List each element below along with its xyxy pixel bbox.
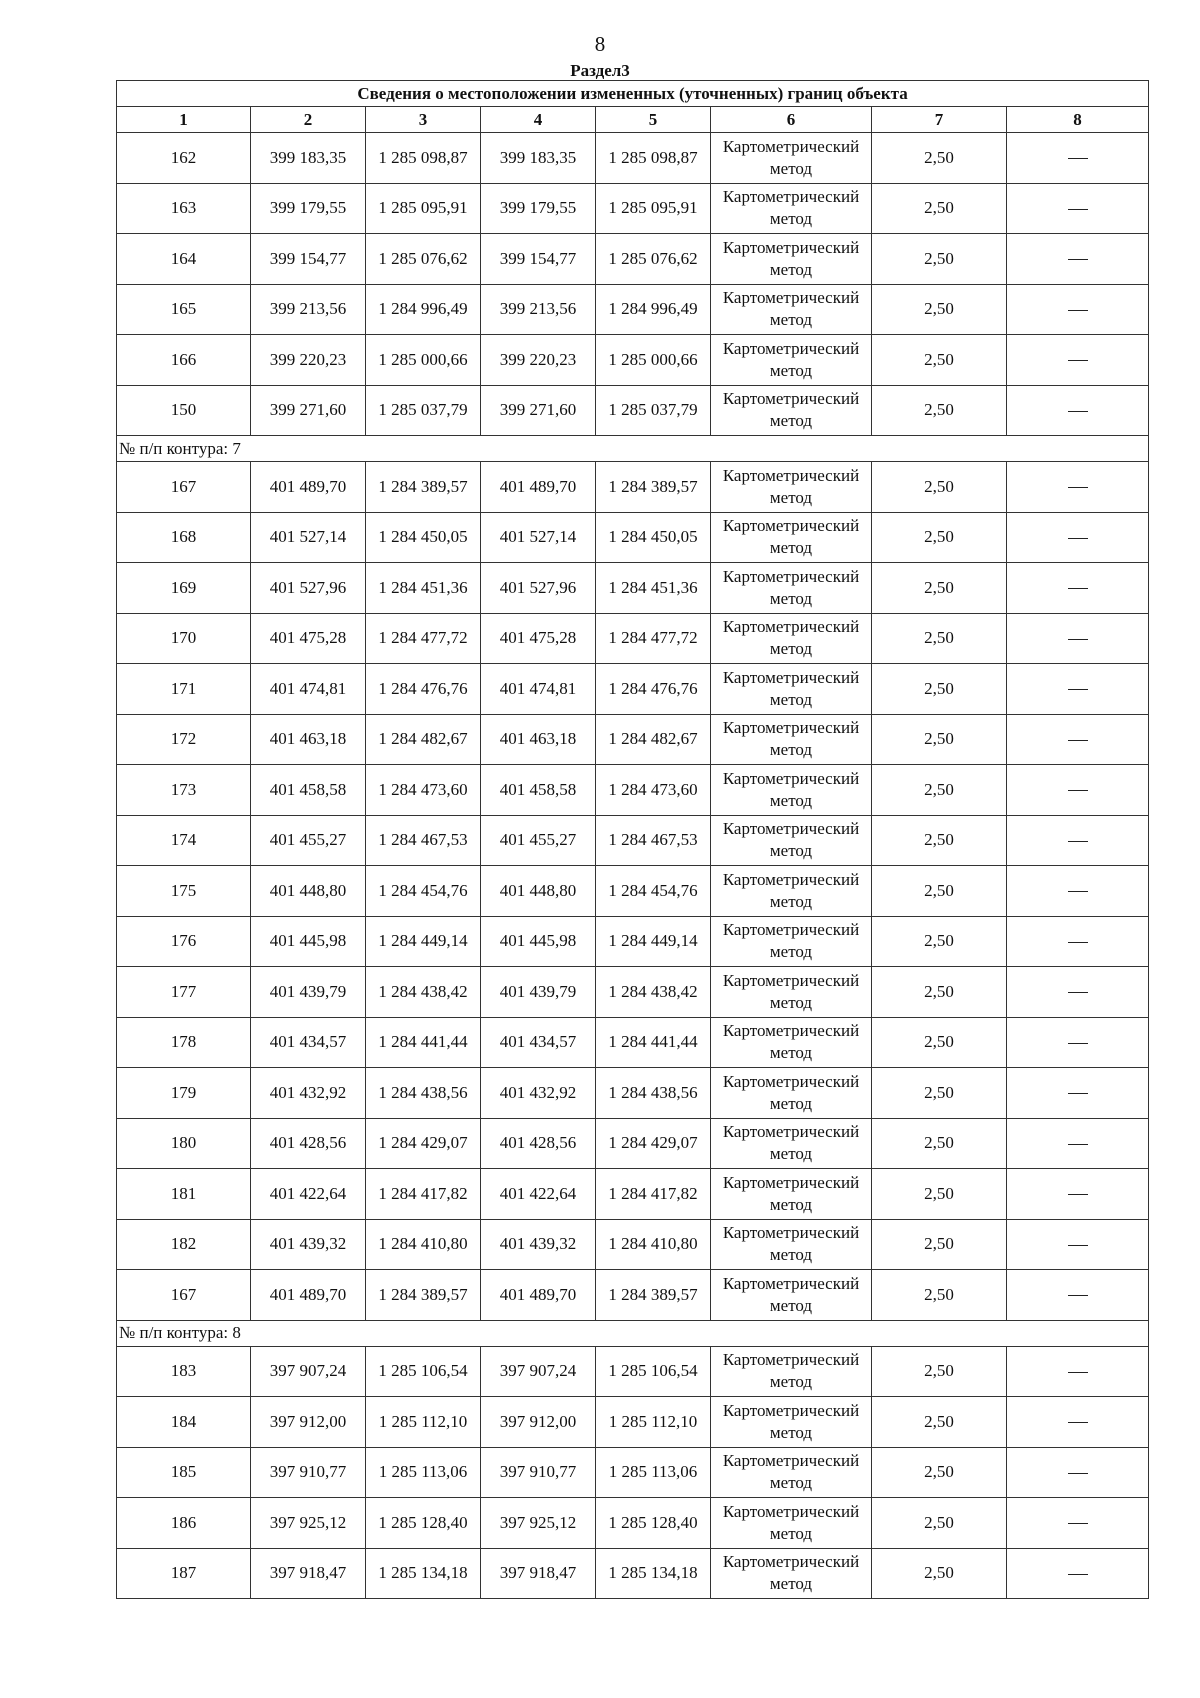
- table-row: [117, 234, 1149, 285]
- dash-icon: [1068, 942, 1088, 943]
- accuracy-cell: 2,50: [872, 866, 1007, 917]
- dash-icon: [1068, 891, 1088, 892]
- point-number-cell: 183: [117, 1346, 251, 1397]
- accuracy-cell: 2,50: [872, 613, 1007, 664]
- dash-icon: [1068, 1093, 1088, 1094]
- x-existing-cell: 399 183,35: [251, 133, 366, 184]
- x-new-cell: 401 432,92: [481, 1068, 596, 1119]
- method-cell: Картометрический метод: [711, 563, 872, 614]
- x-existing-cell: 397 907,24: [251, 1346, 366, 1397]
- x-new-cell: 401 428,56: [481, 1118, 596, 1169]
- y-existing-cell: 1 285 106,54: [366, 1346, 481, 1397]
- description-cell: [1007, 1017, 1149, 1068]
- accuracy-cell: 2,50: [872, 563, 1007, 614]
- y-existing-cell: 1 284 450,05: [366, 512, 481, 563]
- description-cell: [1007, 613, 1149, 664]
- method-cell: Картометрический метод: [711, 512, 872, 563]
- dash-icon: [1068, 1473, 1088, 1474]
- dash-icon: [1068, 411, 1088, 412]
- y-existing-cell: 1 284 389,57: [366, 462, 481, 513]
- method-cell: Картометрический метод: [711, 967, 872, 1018]
- method-cell: Картометрический метод: [711, 462, 872, 513]
- y-new-cell: 1 284 438,42: [596, 967, 711, 1018]
- point-number-cell: 174: [117, 815, 251, 866]
- x-new-cell: 399 220,23: [481, 335, 596, 386]
- table-row: [117, 1498, 1149, 1549]
- description-cell: [1007, 714, 1149, 765]
- x-existing-cell: 401 475,28: [251, 613, 366, 664]
- table-row: [117, 133, 1149, 184]
- table-row: [117, 916, 1149, 967]
- point-number-cell: 163: [117, 183, 251, 234]
- column-header: 5: [596, 107, 711, 133]
- accuracy-cell: 2,50: [872, 765, 1007, 816]
- accuracy-cell: 2,50: [872, 133, 1007, 184]
- point-number-cell: 176: [117, 916, 251, 967]
- method-cell: Картометрический метод: [711, 664, 872, 715]
- accuracy-cell: 2,50: [872, 1169, 1007, 1220]
- y-new-cell: 1 285 113,06: [596, 1447, 711, 1498]
- x-existing-cell: 399 220,23: [251, 335, 366, 386]
- x-existing-cell: 401 474,81: [251, 664, 366, 715]
- description-cell: [1007, 765, 1149, 816]
- dash-icon: [1068, 158, 1088, 159]
- y-existing-cell: 1 284 389,57: [366, 1270, 481, 1321]
- description-cell: [1007, 1219, 1149, 1270]
- table-row: [117, 1397, 1149, 1448]
- x-existing-cell: 399 213,56: [251, 284, 366, 335]
- table-caption: Сведения о местоположении измененных (уточненных) границ объекта: [117, 81, 1149, 107]
- y-new-cell: 1 284 996,49: [596, 284, 711, 335]
- dash-icon: [1068, 360, 1088, 361]
- table-body: [117, 133, 1149, 1599]
- method-cell: Картометрический метод: [711, 385, 872, 436]
- y-existing-cell: 1 284 417,82: [366, 1169, 481, 1220]
- x-new-cell: 397 912,00: [481, 1397, 596, 1448]
- description-cell: [1007, 335, 1149, 386]
- y-existing-cell: 1 284 449,14: [366, 916, 481, 967]
- dash-icon: [1068, 1245, 1088, 1246]
- accuracy-cell: 2,50: [872, 385, 1007, 436]
- table-row: [117, 1118, 1149, 1169]
- method-cell: Картометрический метод: [711, 1397, 872, 1448]
- point-number-cell: 186: [117, 1498, 251, 1549]
- x-new-cell: 401 475,28: [481, 613, 596, 664]
- method-cell: Картометрический метод: [711, 765, 872, 816]
- description-cell: [1007, 563, 1149, 614]
- x-new-cell: 397 918,47: [481, 1548, 596, 1599]
- table-row: [117, 335, 1149, 386]
- x-new-cell: 401 458,58: [481, 765, 596, 816]
- point-number-cell: 182: [117, 1219, 251, 1270]
- point-number-cell: 167: [117, 462, 251, 513]
- y-new-cell: 1 285 128,40: [596, 1498, 711, 1549]
- x-existing-cell: 401 439,32: [251, 1219, 366, 1270]
- point-number-cell: 166: [117, 335, 251, 386]
- boundary-table: [116, 80, 1149, 1599]
- point-number-cell: 162: [117, 133, 251, 184]
- method-cell: Картометрический метод: [711, 234, 872, 285]
- column-header: 1: [117, 107, 251, 133]
- y-existing-cell: 1 284 476,76: [366, 664, 481, 715]
- point-number-cell: 172: [117, 714, 251, 765]
- point-number-cell: 177: [117, 967, 251, 1018]
- y-new-cell: 1 284 477,72: [596, 613, 711, 664]
- point-number-cell: 150: [117, 385, 251, 436]
- y-new-cell: 1 285 037,79: [596, 385, 711, 436]
- y-existing-cell: 1 284 473,60: [366, 765, 481, 816]
- method-cell: Картометрический метод: [711, 1270, 872, 1321]
- x-new-cell: 401 455,27: [481, 815, 596, 866]
- point-number-cell: 170: [117, 613, 251, 664]
- description-cell: [1007, 385, 1149, 436]
- method-cell: Картометрический метод: [711, 335, 872, 386]
- point-number-cell: 173: [117, 765, 251, 816]
- point-number-cell: 175: [117, 866, 251, 917]
- accuracy-cell: 2,50: [872, 1068, 1007, 1119]
- point-number-cell: 168: [117, 512, 251, 563]
- accuracy-cell: 2,50: [872, 462, 1007, 513]
- y-existing-cell: 1 285 128,40: [366, 1498, 481, 1549]
- x-new-cell: 399 183,35: [481, 133, 596, 184]
- x-new-cell: 399 213,56: [481, 284, 596, 335]
- y-new-cell: 1 284 473,60: [596, 765, 711, 816]
- y-existing-cell: 1 285 037,79: [366, 385, 481, 436]
- accuracy-cell: 2,50: [872, 1548, 1007, 1599]
- method-cell: Картометрический метод: [711, 1548, 872, 1599]
- x-new-cell: 399 154,77: [481, 234, 596, 285]
- y-new-cell: 1 285 134,18: [596, 1548, 711, 1599]
- y-new-cell: 1 284 454,76: [596, 866, 711, 917]
- x-existing-cell: 401 434,57: [251, 1017, 366, 1068]
- x-existing-cell: 401 432,92: [251, 1068, 366, 1119]
- description-cell: [1007, 1397, 1149, 1448]
- description-cell: [1007, 133, 1149, 184]
- accuracy-cell: 2,50: [872, 967, 1007, 1018]
- description-cell: [1007, 183, 1149, 234]
- table-row: [117, 284, 1149, 335]
- point-number-cell: 187: [117, 1548, 251, 1599]
- y-new-cell: 1 284 438,56: [596, 1068, 711, 1119]
- column-header: 3: [366, 107, 481, 133]
- x-existing-cell: 401 463,18: [251, 714, 366, 765]
- description-cell: [1007, 967, 1149, 1018]
- page-number: 8: [594, 32, 606, 56]
- x-new-cell: 401 527,14: [481, 512, 596, 563]
- x-new-cell: 401 445,98: [481, 916, 596, 967]
- x-new-cell: 401 474,81: [481, 664, 596, 715]
- x-new-cell: 401 434,57: [481, 1017, 596, 1068]
- description-cell: [1007, 1169, 1149, 1220]
- table-row: [117, 1548, 1149, 1599]
- description-cell: [1007, 1270, 1149, 1321]
- description-cell: [1007, 1498, 1149, 1549]
- y-new-cell: 1 284 476,76: [596, 664, 711, 715]
- y-existing-cell: 1 284 451,36: [366, 563, 481, 614]
- x-existing-cell: 401 448,80: [251, 866, 366, 917]
- y-existing-cell: 1 284 482,67: [366, 714, 481, 765]
- section-title: Раздел3: [570, 61, 630, 80]
- table-row: [117, 1447, 1149, 1498]
- accuracy-cell: 2,50: [872, 714, 1007, 765]
- x-existing-cell: 399 271,60: [251, 385, 366, 436]
- x-existing-cell: 401 489,70: [251, 462, 366, 513]
- description-cell: [1007, 664, 1149, 715]
- dash-icon: [1068, 209, 1088, 210]
- x-new-cell: 401 489,70: [481, 462, 596, 513]
- contour-row: [117, 1320, 1149, 1346]
- x-existing-cell: 401 527,14: [251, 512, 366, 563]
- dash-icon: [1068, 1372, 1088, 1373]
- method-cell: Картометрический метод: [711, 1498, 872, 1549]
- description-cell: [1007, 462, 1149, 513]
- table-row: [117, 1346, 1149, 1397]
- column-header: 8: [1007, 107, 1149, 133]
- y-new-cell: 1 285 112,10: [596, 1397, 711, 1448]
- y-new-cell: 1 284 482,67: [596, 714, 711, 765]
- accuracy-cell: 2,50: [872, 234, 1007, 285]
- x-existing-cell: 401 422,64: [251, 1169, 366, 1220]
- y-new-cell: 1 284 389,57: [596, 462, 711, 513]
- point-number-cell: 164: [117, 234, 251, 285]
- x-existing-cell: 401 439,79: [251, 967, 366, 1018]
- description-cell: [1007, 916, 1149, 967]
- y-new-cell: 1 284 449,14: [596, 916, 711, 967]
- y-existing-cell: 1 284 477,72: [366, 613, 481, 664]
- contour-label: № п/п контура: 7: [117, 436, 1149, 462]
- table-row: [117, 1219, 1149, 1270]
- method-cell: Картометрический метод: [711, 1017, 872, 1068]
- method-cell: Картометрический метод: [711, 1169, 872, 1220]
- description-cell: [1007, 1346, 1149, 1397]
- accuracy-cell: 2,50: [872, 335, 1007, 386]
- table-row: [117, 1270, 1149, 1321]
- point-number-cell: 185: [117, 1447, 251, 1498]
- y-new-cell: 1 284 389,57: [596, 1270, 711, 1321]
- dash-icon: [1068, 538, 1088, 539]
- y-existing-cell: 1 284 410,80: [366, 1219, 481, 1270]
- y-existing-cell: 1 285 076,62: [366, 234, 481, 285]
- method-cell: Картометрический метод: [711, 1447, 872, 1498]
- y-new-cell: 1 284 441,44: [596, 1017, 711, 1068]
- table-row: [117, 563, 1149, 614]
- y-new-cell: 1 284 451,36: [596, 563, 711, 614]
- point-number-cell: 171: [117, 664, 251, 715]
- x-existing-cell: 401 428,56: [251, 1118, 366, 1169]
- accuracy-cell: 2,50: [872, 1219, 1007, 1270]
- x-existing-cell: 401 458,58: [251, 765, 366, 816]
- accuracy-cell: 2,50: [872, 183, 1007, 234]
- table-row: [117, 815, 1149, 866]
- column-header: 2: [251, 107, 366, 133]
- accuracy-cell: 2,50: [872, 1118, 1007, 1169]
- y-new-cell: 1 284 410,80: [596, 1219, 711, 1270]
- method-cell: Картометрический метод: [711, 714, 872, 765]
- y-new-cell: 1 285 076,62: [596, 234, 711, 285]
- dash-icon: [1068, 310, 1088, 311]
- y-existing-cell: 1 284 438,56: [366, 1068, 481, 1119]
- accuracy-cell: 2,50: [872, 284, 1007, 335]
- dash-icon: [1068, 1295, 1088, 1296]
- contour-row: [117, 436, 1149, 462]
- dash-icon: [1068, 1422, 1088, 1423]
- y-new-cell: 1 285 095,91: [596, 183, 711, 234]
- x-new-cell: 401 422,64: [481, 1169, 596, 1220]
- y-existing-cell: 1 285 112,10: [366, 1397, 481, 1448]
- x-existing-cell: 401 527,96: [251, 563, 366, 614]
- method-cell: Картометрический метод: [711, 284, 872, 335]
- y-new-cell: 1 284 429,07: [596, 1118, 711, 1169]
- description-cell: [1007, 284, 1149, 335]
- table-row: [117, 664, 1149, 715]
- x-existing-cell: 397 912,00: [251, 1397, 366, 1448]
- method-cell: Картометрический метод: [711, 1219, 872, 1270]
- y-new-cell: 1 285 000,66: [596, 335, 711, 386]
- column-header: 6: [711, 107, 872, 133]
- y-existing-cell: 1 284 441,44: [366, 1017, 481, 1068]
- table-row: [117, 462, 1149, 513]
- dash-icon: [1068, 1574, 1088, 1575]
- x-new-cell: 401 463,18: [481, 714, 596, 765]
- point-number-cell: 181: [117, 1169, 251, 1220]
- x-existing-cell: 401 445,98: [251, 916, 366, 967]
- point-number-cell: 165: [117, 284, 251, 335]
- x-existing-cell: 401 455,27: [251, 815, 366, 866]
- column-header-row: [117, 107, 1149, 133]
- method-cell: Картометрический метод: [711, 133, 872, 184]
- table-row: [117, 1068, 1149, 1119]
- method-cell: Картометрический метод: [711, 916, 872, 967]
- point-number-cell: 184: [117, 1397, 251, 1448]
- table-row: [117, 1017, 1149, 1068]
- x-existing-cell: 399 179,55: [251, 183, 366, 234]
- accuracy-cell: 2,50: [872, 1447, 1007, 1498]
- table-row: [117, 967, 1149, 1018]
- point-number-cell: 180: [117, 1118, 251, 1169]
- dash-icon: [1068, 841, 1088, 842]
- y-new-cell: 1 285 106,54: [596, 1346, 711, 1397]
- accuracy-cell: 2,50: [872, 1498, 1007, 1549]
- description-cell: [1007, 234, 1149, 285]
- dash-icon: [1068, 790, 1088, 791]
- dash-icon: [1068, 1194, 1088, 1195]
- accuracy-cell: 2,50: [872, 1017, 1007, 1068]
- y-existing-cell: 1 284 429,07: [366, 1118, 481, 1169]
- point-number-cell: 178: [117, 1017, 251, 1068]
- x-new-cell: 399 179,55: [481, 183, 596, 234]
- x-existing-cell: 397 910,77: [251, 1447, 366, 1498]
- x-existing-cell: 401 489,70: [251, 1270, 366, 1321]
- method-cell: Картометрический метод: [711, 183, 872, 234]
- accuracy-cell: 2,50: [872, 1270, 1007, 1321]
- y-existing-cell: 1 284 454,76: [366, 866, 481, 917]
- dash-icon: [1068, 1144, 1088, 1145]
- method-cell: Картометрический метод: [711, 1118, 872, 1169]
- table-row: [117, 183, 1149, 234]
- point-number-cell: 179: [117, 1068, 251, 1119]
- x-existing-cell: 399 154,77: [251, 234, 366, 285]
- x-existing-cell: 397 918,47: [251, 1548, 366, 1599]
- y-new-cell: 1 284 417,82: [596, 1169, 711, 1220]
- table-row: [117, 385, 1149, 436]
- table-row: [117, 613, 1149, 664]
- method-cell: Картометрический метод: [711, 866, 872, 917]
- y-new-cell: 1 285 098,87: [596, 133, 711, 184]
- dash-icon: [1068, 689, 1088, 690]
- x-new-cell: 397 907,24: [481, 1346, 596, 1397]
- y-new-cell: 1 284 467,53: [596, 815, 711, 866]
- dash-icon: [1068, 992, 1088, 993]
- table-row: [117, 714, 1149, 765]
- y-existing-cell: 1 285 113,06: [366, 1447, 481, 1498]
- x-new-cell: 401 439,79: [481, 967, 596, 1018]
- x-new-cell: 401 439,32: [481, 1219, 596, 1270]
- x-new-cell: 397 910,77: [481, 1447, 596, 1498]
- method-cell: Картометрический метод: [711, 815, 872, 866]
- description-cell: [1007, 1068, 1149, 1119]
- y-existing-cell: 1 285 000,66: [366, 335, 481, 386]
- description-cell: [1007, 815, 1149, 866]
- method-cell: Картометрический метод: [711, 1346, 872, 1397]
- accuracy-cell: 2,50: [872, 1397, 1007, 1448]
- x-existing-cell: 397 925,12: [251, 1498, 366, 1549]
- y-existing-cell: 1 285 134,18: [366, 1548, 481, 1599]
- column-header: 7: [872, 107, 1007, 133]
- method-cell: Картометрический метод: [711, 1068, 872, 1119]
- point-number-cell: 167: [117, 1270, 251, 1321]
- accuracy-cell: 2,50: [872, 916, 1007, 967]
- accuracy-cell: 2,50: [872, 664, 1007, 715]
- x-new-cell: 401 527,96: [481, 563, 596, 614]
- description-cell: [1007, 1118, 1149, 1169]
- table-row: [117, 866, 1149, 917]
- accuracy-cell: 2,50: [872, 815, 1007, 866]
- description-cell: [1007, 1548, 1149, 1599]
- table-row: [117, 765, 1149, 816]
- x-new-cell: 401 448,80: [481, 866, 596, 917]
- description-cell: [1007, 866, 1149, 917]
- contour-label: № п/п контура: 8: [117, 1320, 1149, 1346]
- y-existing-cell: 1 284 996,49: [366, 284, 481, 335]
- y-new-cell: 1 284 450,05: [596, 512, 711, 563]
- table-row: [117, 512, 1149, 563]
- accuracy-cell: 2,50: [872, 512, 1007, 563]
- x-new-cell: 399 271,60: [481, 385, 596, 436]
- method-cell: Картометрический метод: [711, 613, 872, 664]
- description-cell: [1007, 512, 1149, 563]
- point-number-cell: 169: [117, 563, 251, 614]
- accuracy-cell: 2,50: [872, 1346, 1007, 1397]
- y-existing-cell: 1 284 467,53: [366, 815, 481, 866]
- dash-icon: [1068, 1043, 1088, 1044]
- dash-icon: [1068, 588, 1088, 589]
- dash-icon: [1068, 259, 1088, 260]
- x-new-cell: 397 925,12: [481, 1498, 596, 1549]
- x-new-cell: 401 489,70: [481, 1270, 596, 1321]
- table-row: [117, 1169, 1149, 1220]
- dash-icon: [1068, 487, 1088, 488]
- column-header: 4: [481, 107, 596, 133]
- dash-icon: [1068, 639, 1088, 640]
- dash-icon: [1068, 1523, 1088, 1524]
- y-existing-cell: 1 285 098,87: [366, 133, 481, 184]
- y-existing-cell: 1 285 095,91: [366, 183, 481, 234]
- dash-icon: [1068, 740, 1088, 741]
- description-cell: [1007, 1447, 1149, 1498]
- y-existing-cell: 1 284 438,42: [366, 967, 481, 1018]
